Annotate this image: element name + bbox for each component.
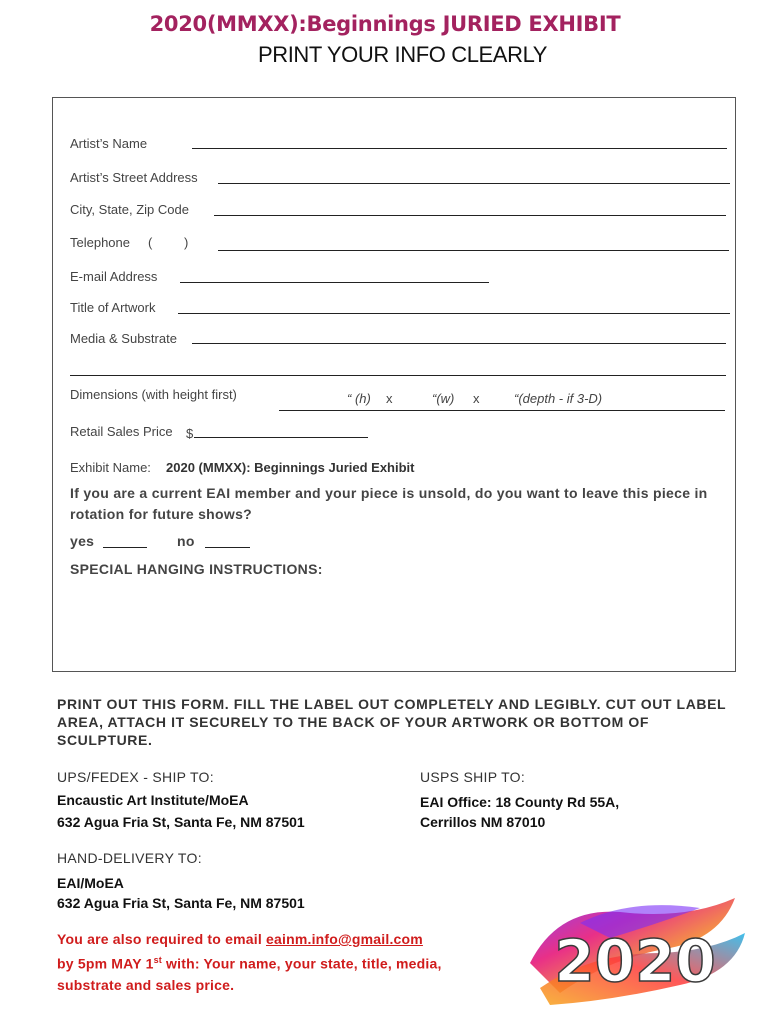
no-blank[interactable] <box>205 547 250 548</box>
artist-name-label: Artist’s Name <box>70 136 148 151</box>
email-note-ordinal: st <box>153 955 162 965</box>
print-clearly-heading: PRINT YOUR INFO CLEARLY <box>257 42 548 67</box>
telephone-line[interactable] <box>218 250 729 251</box>
telephone-paren-close: ) <box>184 235 189 250</box>
artwork-title-line[interactable] <box>178 313 730 314</box>
telephone-paren-open: ( <box>148 235 153 250</box>
email-link[interactable]: eainm.info@gmail.com <box>266 931 423 947</box>
ups-address-line2: 632 Agua Fria St, Santa Fe, NM 87501 <box>57 814 305 830</box>
ups-fedex-heading: UPS/FEDEX - SHIP TO: <box>57 769 214 785</box>
exhibit-title: 2020(MMXX):Beginnings JURIED EXHIBIT <box>149 12 621 36</box>
hand-delivery-heading: HAND-DELIVERY TO: <box>57 850 202 866</box>
usps-heading: USPS SHIP TO: <box>420 769 526 785</box>
email-requirement-note <box>57 929 527 996</box>
dimensions-label: Dimensions (with height first) <box>70 387 237 402</box>
email-note-line3: substrate and sales price. <box>57 976 235 993</box>
media-substrate-line[interactable] <box>192 343 726 344</box>
dimension-times-1: x <box>386 391 393 406</box>
no-label: no <box>177 533 195 549</box>
dimension-width: “(w) <box>432 391 455 406</box>
email-label: E-mail Address <box>70 269 158 284</box>
usps-address-line1: EAI Office: 18 County Rd 55A, <box>420 794 620 810</box>
ups-address-line1: Encaustic Art Institute/MoEA <box>57 792 249 808</box>
street-address-label: Artist’s Street Address <box>70 170 198 185</box>
email-line[interactable] <box>180 282 489 283</box>
street-address-line[interactable] <box>218 183 730 184</box>
exhibit-name-label: Exhibit Name: <box>70 460 151 475</box>
dimensions-line[interactable] <box>279 410 725 411</box>
media-substrate-label: Media & Substrate <box>70 331 177 346</box>
city-state-zip-label: City, State, Zip Code <box>70 202 189 217</box>
email-note-deadline: by 5pm MAY 1 <box>57 955 154 972</box>
artwork-title-label: Title of Artwork <box>70 300 156 315</box>
2020-logo <box>520 893 750 1013</box>
dimension-times-2: x <box>473 391 480 406</box>
yes-blank[interactable] <box>103 547 147 548</box>
dimension-height: “ (h) <box>347 391 371 406</box>
email-note-prefix: You are also required to email <box>57 931 262 947</box>
telephone-label: Telephone <box>70 235 130 250</box>
retail-price-label: Retail Sales Price <box>70 424 173 439</box>
dollar-sign: $ <box>186 426 194 441</box>
retail-price-line[interactable] <box>194 437 368 438</box>
media-substrate-line-2[interactable] <box>70 375 726 376</box>
yes-label: yes <box>70 533 95 549</box>
exhibit-name-value: 2020 (MMXX): Beginnings Juried Exhibit <box>166 460 415 475</box>
usps-address-line2: Cerrillos NM 87010 <box>420 814 546 830</box>
hand-delivery-line2: 632 Agua Fria St, Santa Fe, NM 87501 <box>57 895 305 911</box>
hand-delivery-line1: EAI/MoEA <box>57 875 124 891</box>
special-hanging-heading: SPECIAL HANGING INSTRUCTIONS: <box>70 561 323 577</box>
dimension-depth: “(depth - if 3-D) <box>514 391 603 406</box>
print-instructions: PRINT OUT THIS FORM. FILL THE LABEL OUT COMPLETELY AND LEGIBLY. CUT OUT LABEL AREA, ATTACH IT SECURELY TO THE BACK OF YOUR ARTWORK OR BOTTOM OF SCULPTURE. <box>57 696 726 748</box>
rotation-question: If you are a current EAI member and your piece is unsold, do you want to leave this piece in rotation for future shows? <box>70 485 708 522</box>
logo-text: 2020 <box>554 927 716 995</box>
artist-name-line[interactable] <box>192 148 727 149</box>
city-state-zip-line[interactable] <box>214 215 726 216</box>
email-note-line2: with: Your name, your state, title, media, <box>161 955 442 972</box>
